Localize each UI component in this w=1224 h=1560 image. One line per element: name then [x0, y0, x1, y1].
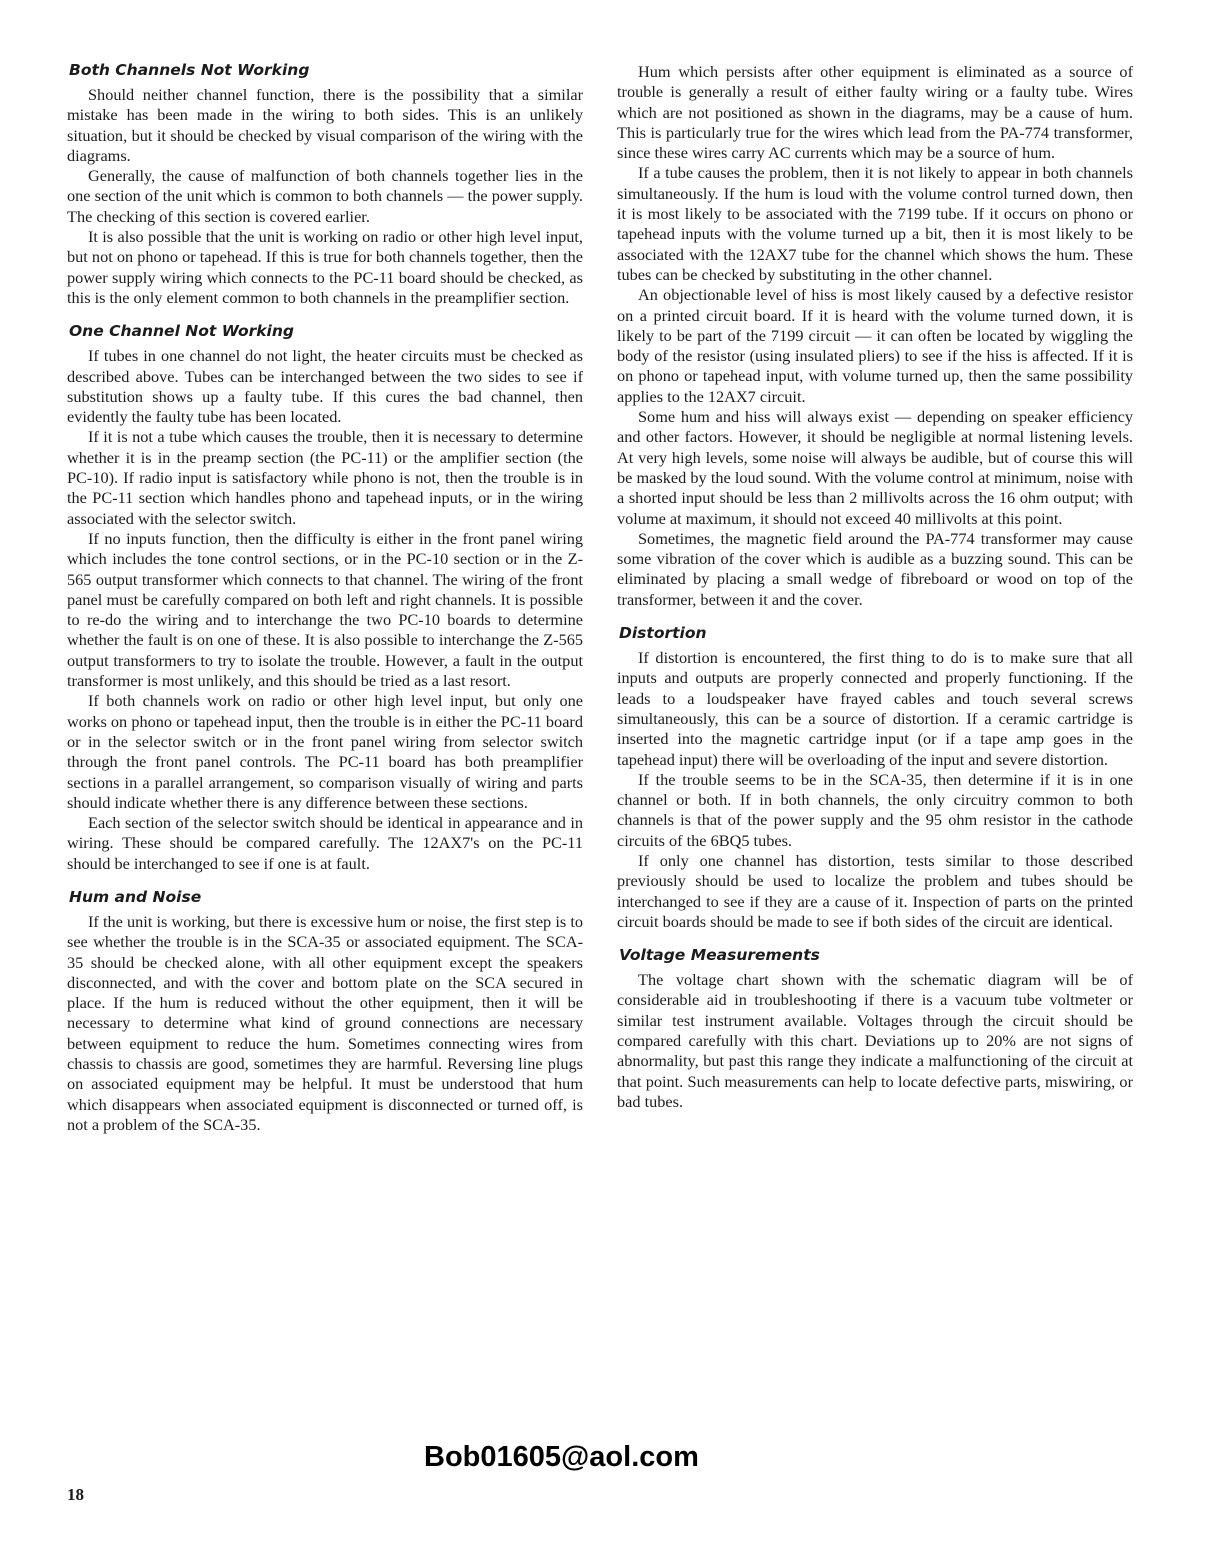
paragraph: If distortion is encountered, the first thing to do is to make sure that all inputs and outputs are properly connected and properly functioning. If the leads to a loudspeaker have frayed cables and touch several screws simultaneously, this can be a source of distortion. If a ceramic cartridge is inserted into the magnetic cartridge input (or if a tape amp goes in the tapehead input) there will be overloading of the input and severe distortion.	[617, 648, 1133, 769]
paragraph: If tubes in one channel do not light, the heater circuits must be checked as described above. Tubes can be interchanged between the two sides to see if substitution shows up a faulty tube. If this cures the bad channel, then evidently the faulty tube has been located.	[67, 346, 583, 427]
paragraph: If the unit is working, but there is excessive hum or noise, the first step is to see whether the trouble is in the SCA-35 or associated equipment. The SCA-35 should be checked alone, with all other equipment except the speakers disconnected, and with the cover and bottom plate on the SCA secured in place. If the hum is reduced without the other equipment, then it will be necessary to determine what kind of ground connections are necessary between equipment to reduce the hum. Sometimes connecting wires from chassis to chassis are good, sometimes they are harmful. Reversing line plugs on associated equipment may be helpful. It must be understood that hum which disappears when associated equipment is disconnected or turned off, is not a problem of the SCA-35.	[67, 911, 583, 1134]
paragraph: If it is not a tube which causes the trouble, then it is necessary to determine whether it is in the preamp section (the PC-11) or the amplifier section (the PC-10). If radio input is satisfactory while phono is not, then the trouble is in the PC-11 section which handles phono and tapehead inputs, or in the wiring associated with the selector switch.	[67, 427, 583, 528]
page-number: 18	[67, 1485, 84, 1504]
section-heading-hum-noise: Hum and Noise	[69, 887, 202, 906]
section-heading-one-channel: One Channel Not Working	[69, 322, 294, 341]
paragraph: An objectionable level of hiss is most likely caused by a defective resistor on a printed circuit board. If it is heard with the volume turned down, it is likely to be part of the 7199 circuit — it can often be located by wiggling the body of the resistor (using insulated pliers) to see if the hiss is affected. If it is on phono or tapehead input, with volume turned up, then the same possibility applies to the 12AX7 circuit.	[617, 285, 1133, 406]
paragraph: If a tube causes the problem, then it is not likely to appear in both channels simultaneously. If the hum is loud with the volume control turned down, then it is most likely to be associated with the 7199 tube. If it occurs on phono or tapehead inputs with the volume turned up a bit, then it is most likely to be associated with the 12AX7 tube for the channel which shows the hum. These tubes can be checked by substituting in the other channel.	[617, 163, 1133, 284]
section-heading-voltage: Voltage Measurements	[619, 946, 820, 965]
paragraph: Sometimes, the magnetic field around the PA-774 transformer may cause some vibration of the cover which is audible as a buzzing sound. This can be eliminated by placing a small wedge of fibreboard or wood on top of the transformer, between it and the cover.	[617, 528, 1133, 609]
paragraph: If only one channel has distortion, tests similar to those described previously should be used to localize the problem and tubes should be interchanged to see if they are a cause of it. Inspection of parts on the printed circuit boards should be made to see if both sides of the circuit are identical.	[617, 850, 1133, 931]
paragraph: Some hum and hiss will always exist — depending on speaker efficiency and other factors. However, it should be negligible at normal listening levels. At very high levels, some noise will always be audible, but of course this will be masked by the loud sound. With the volume control at minimum, noise with a shorted input should be less than 2 millivolts across the 16 ohm output; with volume at maximum, it should not exceed 40 millivolts at this point.	[617, 407, 1133, 528]
paragraph: Should neither channel function, there is the possibility that a similar mistake has been made in the wiring to both sides. This is an unlikely situation, but it should be checked by visual comparison of the wiring with the diagrams.	[67, 85, 583, 165]
paragraph: Hum which persists after other equipment is eliminated as a source of trouble is generally a result of either faulty wiring or a faulty tube. Wires which are not positioned as shown in the diagrams, may be a cause of hum. This is particularly true for the wires which lead from the PA-774 transformer, since these wires carry AC currents which may be a source of hum.	[617, 62, 1133, 163]
section-heading-both-channels: Both Channels Not Working	[69, 61, 310, 79]
paragraph: Each section of the selector switch should be identical in appearance and in wiring. These should be compared carefully. The 12AX7's on the PC-11 should be interchanged to see if one is at fault.	[67, 813, 583, 873]
paragraph: It is also possible that the unit is working on radio or other high level input, but not on phono or tapehead. If this is true for both channels together, then the power supply wiring which connects to the PC-11 board should be checked, as this is the only element common to both channels in the preamplifier section.	[67, 227, 583, 307]
left-column	[67, 60, 583, 1135]
paragraph: The voltage chart shown with the schematic diagram will be of considerable aid in troubleshooting if there is a vacuum tube voltmeter or similar test instrument available. Voltages through the circuit should be compared carefully with this chart. Deviations up to 20% are not signs of abnormality, but past this range they indicate a malfunctioning of the circuit at that point. Such measurements can help to locate defective parts, miswiring, or bad tubes.	[617, 970, 1133, 1111]
section-heading-distortion: Distortion	[619, 624, 707, 643]
footer-email: Bob01605@aol.com	[424, 1441, 699, 1473]
paragraph: If no inputs function, then the difficulty is either in the front panel wiring which includes the tone control sections, or in the PC-10 section or in the Z-565 output transformer which connects to that channel. The wiring of the front panel must be carefully compared on both left and right channels. It is possible to re-do the wiring and to interchange the two PC-10 boards to determine whether the fault is on one of these. It is also possible to interchange the Z-565 output transformers to try to isolate the trouble. However, a fault in the output transformer is most unlikely, and this should be tried as a last resort.	[67, 528, 583, 691]
paragraph: If both channels work on radio or other high level input, but only one works on phono or tapehead input, then the trouble is in either the PC-11 board or in the selector switch or in the front panel wiring from selector switch through the front panel controls. The PC-11 board has both preamplifier sections in a parallel arrangement, so comparison visually of wiring and parts should indicate whether there is any difference between these sections.	[67, 691, 583, 812]
paragraph: If the trouble seems to be in the SCA-35, then determine if it is in one channel or both. If in both channels, the only circuitry common to both channels is that of the power supply and the 95 ohm resistor in the cathode circuits of the 6BQ5 tubes.	[617, 769, 1133, 850]
paragraph: Generally, the cause of malfunction of both channels together lies in the one section of the unit which is common to both channels — the power supply. The checking of this section is covered earlier.	[67, 166, 583, 226]
right-column	[617, 62, 1133, 1112]
